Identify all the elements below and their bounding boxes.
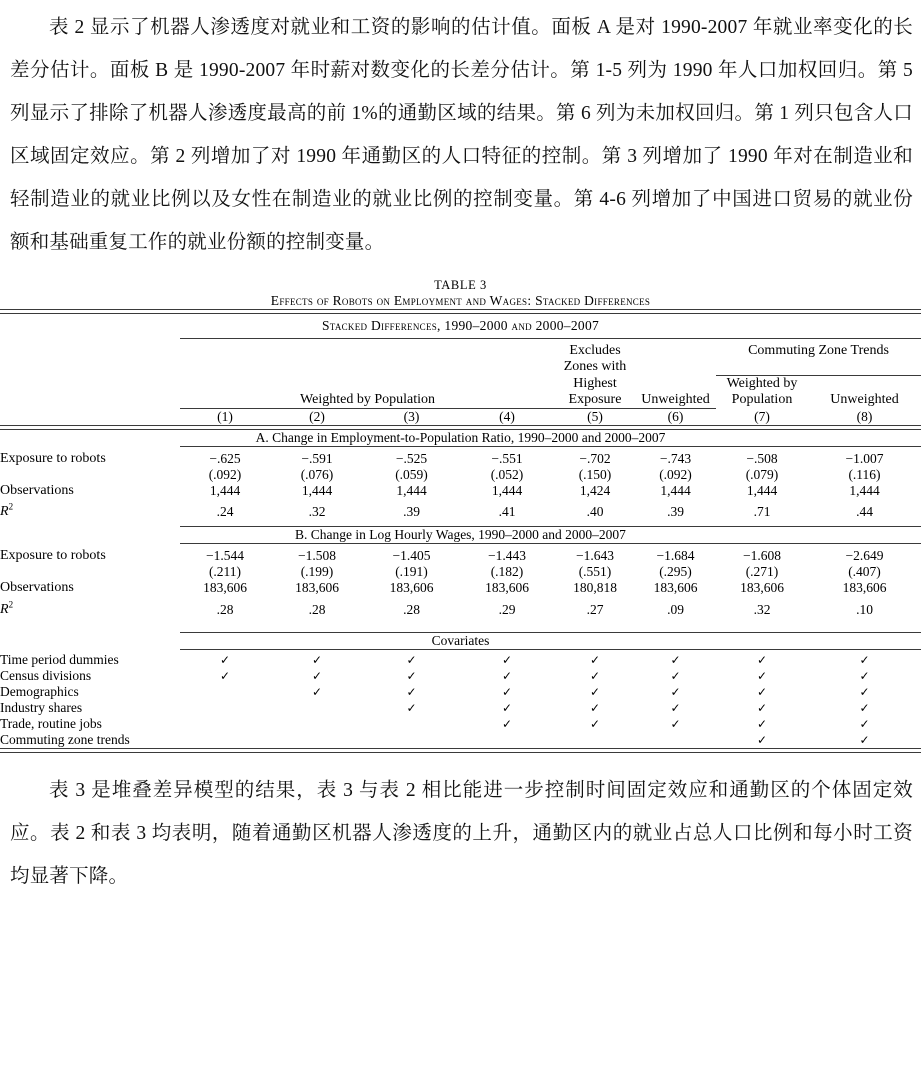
group-header-line-1 [0,343,921,359]
cell-b2-3: 183,606 [389,580,434,596]
cov-check-3-8: ✓ [859,700,870,715]
table-3 [0,309,921,753]
conclusion-paragraph-table3: 表 3 是堆叠差异模型的结果，表 3 与表 2 相比能进一步控制时间固定效应和通勤区的个体固定效应。表 2 和表 3 均表明，随着通勤区机器人渗透度的上升，通勤区内的就业占总人口比例和每小时工资均显著下降。 [10,779,913,887]
col-number-2: (2) [309,408,325,424]
weighted-by-population-header: Weighted by Population [300,391,435,407]
list-item [0,684,921,700]
cov-label-1: Census divisions [0,667,92,683]
cell-a2-3: 1,444 [396,482,427,498]
cell-b0-8: −2.649 [845,548,884,564]
panel-a-title-row [0,429,921,446]
cell-a3-6: .39 [667,504,684,520]
cell-b0-4: −1.443 [488,548,526,564]
table-row [0,580,921,596]
cell-b2-6: 183,606 [653,580,698,596]
commuting-zone-trends-header: Commuting Zone Trends [748,343,889,358]
cov-check-1-1: ✓ [219,668,231,683]
row-label-exposure-a: Exposure to robots [0,450,106,466]
group-header-line-2 [0,359,921,375]
cov-check-0-7: ✓ [756,652,768,667]
cell-a1-3: (.059) [395,466,428,482]
cov-label-0: Time period dummies [0,651,119,667]
cell-a2-2: 1,444 [301,482,333,498]
cell-a3-1: .24 [216,504,234,520]
row-label-observations-b: Observations [0,580,74,596]
czt-weighted-line-2: Population [731,391,793,407]
cell-a1-1: (.092) [208,466,242,482]
cov-check-3-6: ✓ [670,700,681,715]
cell-b3-7: .32 [753,601,771,617]
cov-check-4-6: ✓ [670,716,681,731]
cell-a2-8: 1,444 [849,482,880,498]
cell-a2-7: 1,444 [746,482,778,498]
cov-check-0-2: ✓ [311,652,323,667]
excludes-zones-line-3: Highest [573,375,617,391]
cov-check-0-5: ✓ [589,652,601,667]
unweighted-header-col6: Unweighted [641,391,710,407]
table-row [0,467,921,483]
cell-a2-4: 1,444 [491,482,523,498]
czt-weighted-line-1: Weighted by [726,375,798,391]
cell-b0-6: −1.684 [656,548,695,564]
cov-check-1-3: ✓ [406,668,417,683]
list-item [0,716,921,732]
group-header-line-4 [0,392,921,408]
cell-b2-5: 180,818 [573,580,617,596]
cov-check-5-4 [459,732,555,749]
col-number-4: (4) [499,408,515,424]
cov-check-0-1: ✓ [219,652,231,667]
cov-check-5-6 [635,732,716,749]
panel-b-title-row [0,527,921,544]
cov-label-3: Industry shares [0,699,83,715]
cell-a1-2: (.076) [300,466,334,482]
col-number-1: (1) [217,408,233,424]
cell-a0-5: −.702 [579,450,611,466]
cell-b3-1: .28 [216,601,234,617]
cov-check-1-8: ✓ [859,668,870,683]
cov-check-2-8: ✓ [859,684,870,699]
col-number-8: (8) [856,408,873,424]
cell-a1-6: (.092) [659,466,692,482]
cell-b1-2: (.199) [300,564,334,580]
cov-check-4-2 [270,716,364,732]
czt-unweighted-header: Unweighted [830,391,899,407]
cov-check-4-8: ✓ [859,716,870,731]
cov-check-2-2: ✓ [311,684,323,699]
cov-check-0-4: ✓ [501,652,513,667]
list-item [0,700,921,716]
rule-bottom-double [0,748,921,752]
rule-under-commuting-zone-trends [716,359,921,375]
cov-check-5-1 [180,732,270,749]
cov-check-5-3 [364,732,459,749]
cov-check-0-6: ✓ [670,652,681,667]
cov-check-5-8: ✓ [859,732,870,747]
cov-check-0-8: ✓ [859,652,870,667]
cov-label-5: Commuting zone trends [0,731,130,747]
cov-check-5-2 [270,732,364,749]
cov-check-1-5: ✓ [589,668,601,683]
cell-b3-4: .29 [498,601,516,617]
cov-check-2-3: ✓ [406,684,417,699]
cov-label-4: Trade, routine jobs [0,715,102,731]
cov-check-4-4: ✓ [501,716,513,731]
row-label-r2-b: $R^2$ [0,599,14,617]
cell-a0-6: −.743 [659,450,692,466]
cell-a1-7: (.079) [745,466,779,482]
row-label-r2-a: $R^2$ [0,501,14,520]
cell-a3-7: .71 [753,504,771,520]
cell-b2-1: 183,606 [203,580,247,596]
cov-check-3-3: ✓ [406,700,417,715]
cell-b3-8: .10 [856,601,873,617]
panel-a-title: A. Change in Employment-to-Population Ratio, 1990–2000 and 2000–2007 [255,429,666,445]
cell-a1-5: (.150) [578,466,612,482]
table-row [0,483,921,499]
cell-a0-8: −1.007 [845,450,884,466]
panel-b-title: B. Change in Log Hourly Wages, 1990–2000 and 2000–2007 [295,527,626,543]
covariates-title-row [0,632,921,649]
cell-b0-3: −1.405 [392,548,431,564]
cov-check-2-1 [180,684,270,700]
cell-a2-5: 1,424 [579,482,611,498]
table-title [0,293,921,309]
cell-b0-5: −1.643 [576,548,614,564]
excludes-zones-line-2: Zones with [563,359,627,374]
cell-b3-3: .28 [403,601,420,617]
row-label-observations-a: Observations [0,482,74,498]
cov-check-2-4: ✓ [501,684,513,699]
table-row [0,596,921,618]
cov-check-2-5: ✓ [589,684,601,699]
cell-a2-6: 1,444 [660,482,691,498]
cov-check-1-4: ✓ [501,668,513,683]
cov-check-3-7: ✓ [756,700,768,715]
list-item [0,652,921,668]
cov-check-0-3: ✓ [406,652,417,667]
cell-a0-1: −.625 [209,450,241,466]
cov-check-1-2: ✓ [311,668,323,683]
cov-label-2: Demographics [0,683,79,699]
cov-check-3-2 [270,700,364,716]
table-3-block [0,278,921,753]
col-number-5: (5) [587,408,603,424]
cell-b1-7: (.271) [745,564,779,580]
column-number-row [0,408,921,425]
cell-a2-1: 1,444 [209,482,241,498]
cell-b1-6: (.295) [659,564,692,580]
table-title-label: Effects of Robots on Employment and Wages: Stacked Differences [270,293,651,308]
cell-a0-2: −.591 [301,450,333,466]
cell-a3-4: .41 [498,504,516,520]
cell-a3-5: .40 [586,504,604,520]
cell-a0-3: −.525 [395,450,428,466]
cov-check-4-1 [180,716,270,732]
cov-check-5-7: ✓ [756,732,768,747]
excludes-zones-line-1: Excludes [569,343,621,358]
cell-b1-8: (.407) [848,564,881,580]
col-number-6: (6) [667,408,684,424]
cov-check-4-3 [364,716,459,732]
spanner-label: Stacked Differences, 1990–2000 and 2000–2007 [321,318,600,333]
row-label-se-a [0,467,180,483]
list-item [0,732,921,749]
table-row [0,564,921,580]
cell-a3-8: .44 [856,504,873,520]
cov-check-4-5: ✓ [589,716,601,731]
cov-check-3-1 [180,700,270,716]
cell-b2-7: 183,606 [740,580,784,596]
cov-check-1-7: ✓ [756,668,768,683]
cell-b1-1: (.211) [208,564,242,580]
cell-a0-4: −.551 [491,450,523,466]
cell-a1-4: (.052) [490,466,524,482]
cell-a3-3: .39 [403,504,420,520]
cell-b3-2: .28 [308,601,326,617]
spanner-row [0,314,921,339]
cov-check-1-6: ✓ [670,668,681,683]
cell-b1-3: (.191) [395,564,428,580]
excludes-zones-line-4: Exposure [568,391,622,407]
cell-a0-7: −.508 [746,450,778,466]
group-header-line-3 [0,375,921,392]
col-number-7: (7) [754,408,770,424]
intro-paragraph-table2: 表 2 显示了机器人渗透度对就业和工资的影响的估计值。面板 A 是对 1990-2007 年就业率变化的长差分估计。面板 B 是 1990-2007 年时薪对数变化的长差分估计。第 1-5 列为 1990 年人口加权回归。第 5 列显示了排除了机器人渗透度最高的前 1%的通勤区域的结果。第 6 列为未加权回归。第 1 列只包含人口区域固定效应。第 2 列增加了对 1990 年通勤区的人口特征的控制。第 3 列增加了 1990 年对在制造业和轻制造业的就业比例以及女性在制造业的就业比例的控制变量。第 4-6 列增加了中国进口贸易的就业份额和基础重复工作的就业份额的控制变量。 [10,17,913,253]
spacer-end-panel-b [0,618,921,632]
cell-b3-6: .09 [667,601,684,617]
row-label-se-b [0,564,180,580]
cov-check-3-4: ✓ [501,700,513,715]
row-label-exposure-b: Exposure to robots [0,548,106,564]
table-number-label: TABLE 3 [434,278,487,292]
cov-check-3-5: ✓ [589,700,601,715]
cell-b3-5: .27 [586,601,604,617]
cell-a3-2: .32 [308,504,326,520]
cell-b0-2: −1.508 [298,548,336,564]
cell-b1-5: (.551) [578,564,612,580]
cell-b1-4: (.182) [490,564,524,580]
cell-b0-7: −1.608 [743,548,781,564]
cell-a1-8: (.116) [848,466,881,482]
col-number-3: (3) [403,408,420,424]
cov-check-5-5 [555,732,635,749]
table-row [0,548,921,564]
cov-check-2-7: ✓ [756,684,768,699]
table-row [0,451,921,467]
cell-b2-8: 183,606 [842,580,887,596]
cov-check-4-7: ✓ [756,716,768,731]
covariates-title: Covariates [431,632,490,648]
cov-check-2-6: ✓ [670,684,681,699]
table-row [0,499,921,521]
table-number [0,278,921,293]
cell-b2-4: 183,606 [485,580,529,596]
cell-b2-2: 183,606 [295,580,339,596]
list-item [0,668,921,684]
cell-b0-1: −1.544 [206,548,244,564]
